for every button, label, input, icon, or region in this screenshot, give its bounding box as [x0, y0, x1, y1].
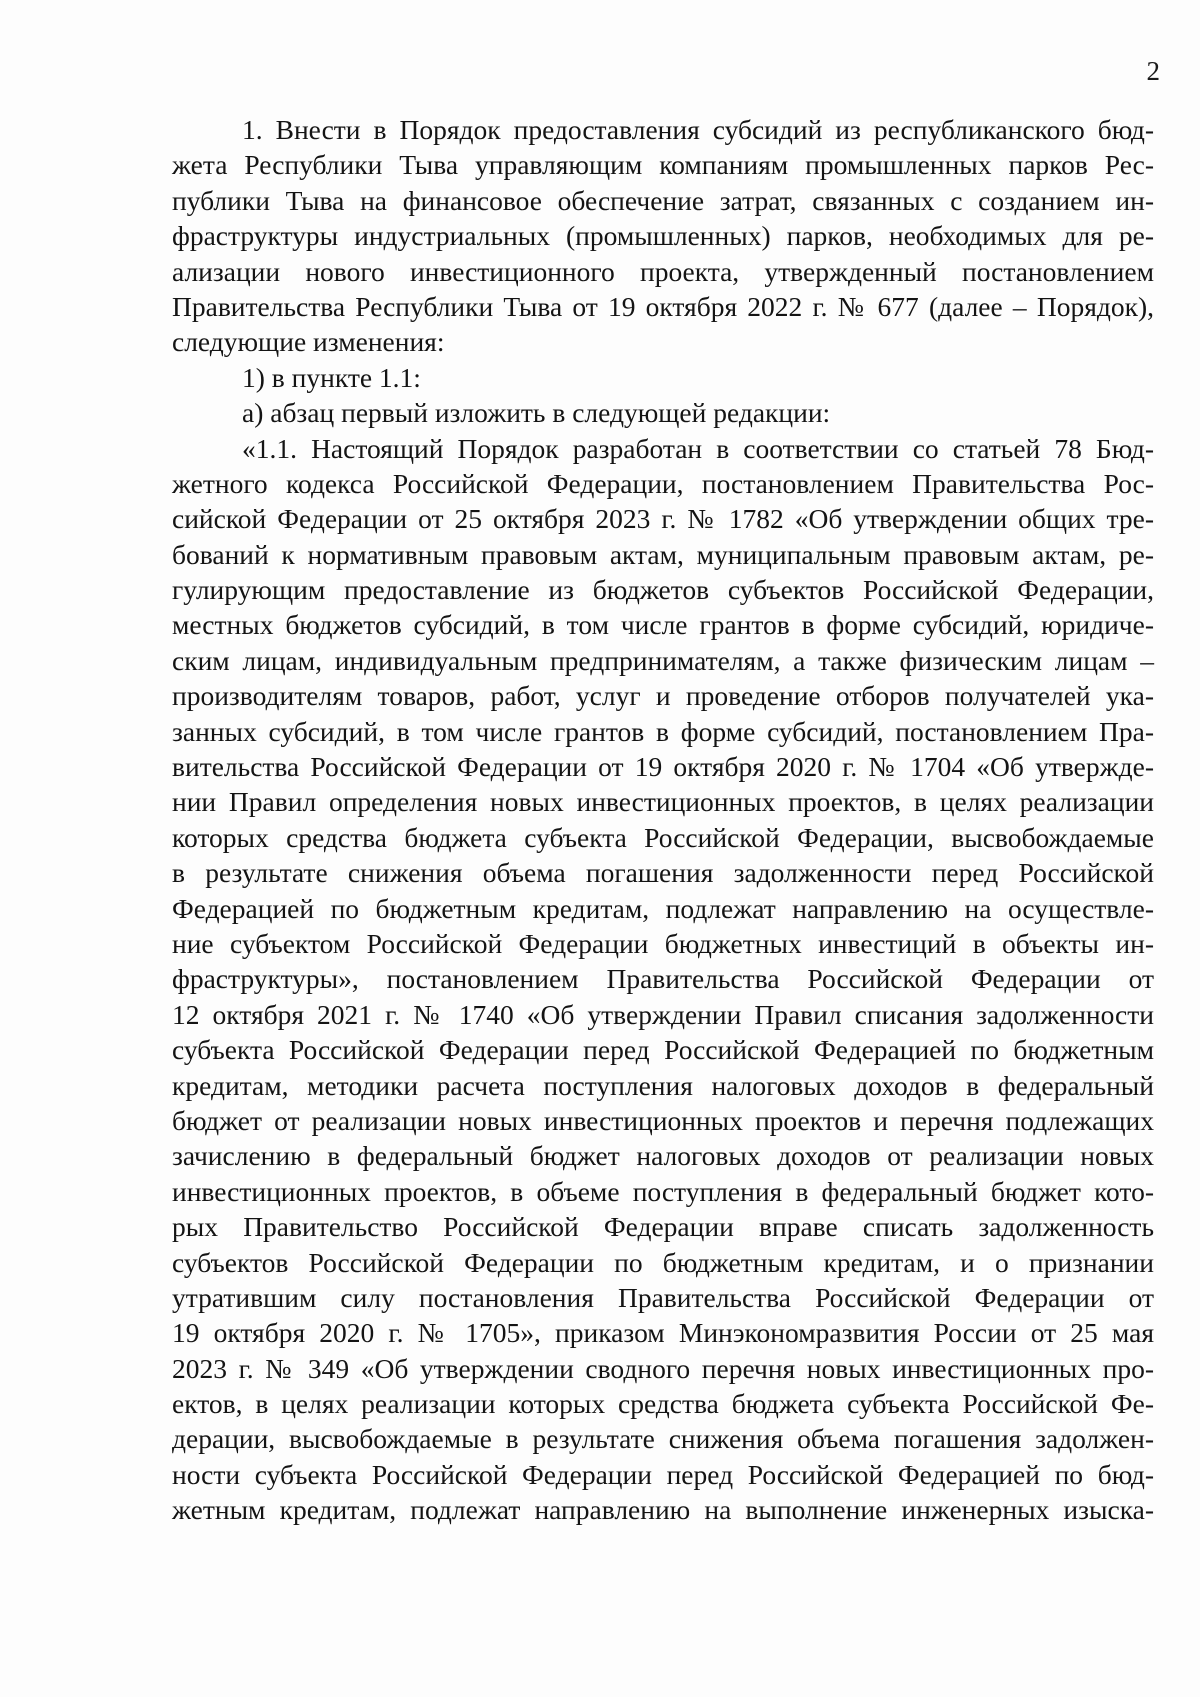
- text-line: инвестиционных проектов, в объеме поступления в федеральный бюджет кото-: [172, 1175, 1154, 1207]
- text-line: утратившим силу постановления Правительства Российской Федерации от: [172, 1281, 1154, 1313]
- text-line: рых Правительство Российской Федерации вправе списать задолженность: [172, 1211, 1154, 1243]
- text-line: жетного кодекса Российской Федерации, постановлением Правительства Рос-: [172, 467, 1154, 499]
- text-line: вительства Российской Федерации от 19 октября 2020 г. № 1704 «Об утвержде-: [172, 751, 1154, 783]
- text-line: производителям товаров, работ, услуг и проведение отборов получателей ука-: [172, 680, 1154, 712]
- text-line: Федерацией по бюджетным кредитам, подлежат направлению на осуществле-: [172, 892, 1154, 924]
- text-line: Правительства Республики Тыва от 19 октября 2022 г. № 677 (далее – Порядок),: [172, 290, 1154, 322]
- text-line: следующие изменения:: [172, 326, 445, 358]
- text-line: 12 октября 2021 г. № 1740 «Об утверждении Правил списания задолженности: [172, 998, 1154, 1030]
- text-line: дерации, высвобождаемые в результате снижения объема погашения задолжен-: [172, 1423, 1154, 1455]
- text-line: жета Республики Тыва управляющим компаниям промышленных парков Рес-: [172, 149, 1154, 181]
- text-line: ние субъектом Российской Федерации бюджетных инвестиций в объекты ин-: [172, 927, 1154, 959]
- text-line: ализации нового инвестиционного проекта, утвержденный постановлением: [172, 255, 1154, 287]
- text-line: кредитам, методики расчета поступления налоговых доходов в федеральный: [172, 1069, 1154, 1101]
- document-body: [172, 112, 1154, 1528]
- text-line: 1. Внести в Порядок предоставления субсидий из республиканского бюд-: [242, 114, 1154, 145]
- page-number: 2: [1146, 56, 1160, 86]
- text-line: 19 октября 2020 г. № 1705», приказом Минэкономразвития России от 25 мая: [172, 1317, 1154, 1349]
- text-line: которых средства бюджета субъекта Российской Федерации, высвобождаемые: [172, 821, 1154, 853]
- text-line: 2023 г. № 349 «Об утверждении сводного перечня новых инвестиционных про-: [172, 1352, 1154, 1384]
- text-line: а) абзац первый изложить в следующей редакции:: [242, 397, 831, 429]
- text-line: местных бюджетов субсидий, в том числе грантов в форме субсидий, юридиче-: [172, 609, 1154, 641]
- text-line: субъектов Российской Федерации по бюджетным кредитам, и о признании: [172, 1246, 1154, 1278]
- text-line: ским лицам, индивидуальным предпринимателям, а также физическим лицам –: [172, 644, 1154, 676]
- text-line: публики Тыва на финансовое обеспечение затрат, связанных с созданием ин-: [172, 184, 1154, 216]
- text-line: «1.1. Настоящий Порядок разработан в соответствии со статьей 78 Бюд-: [242, 432, 1154, 464]
- text-line: 1) в пункте 1.1:: [242, 361, 421, 393]
- text-line: ектов, в целях реализации которых средства бюджета субъекта Российской Фе-: [172, 1388, 1154, 1420]
- text-line: субъекта Российской Федерации перед Российской Федерацией по бюджетным: [172, 1034, 1154, 1066]
- text-line: занных субсидий, в том числе грантов в форме субсидий, постановлением Пра-: [172, 715, 1154, 747]
- text-line: бюджет от реализации новых инвестиционных проектов и перечня подлежащих: [172, 1104, 1154, 1136]
- text-line: нии Правил определения новых инвестиционных проектов, в целях реализации: [172, 786, 1154, 818]
- text-line: ности субъекта Российской Федерации перед Российской Федерацией по бюд-: [172, 1458, 1154, 1490]
- text-line: бований к нормативным правовым актам, муниципальным правовым актам, ре-: [172, 538, 1154, 570]
- text-line: фраструктуры», постановлением Правительства Российской Федерации от: [172, 963, 1154, 995]
- text-line: гулирующим предоставление из бюджетов субъектов Российской Федерации,: [172, 574, 1154, 606]
- text-line: сийской Федерации от 25 октября 2023 г. № 1782 «Об утверждении общих тре-: [172, 503, 1154, 535]
- text-line: фраструктуры индустриальных (промышленных) парков, необходимых для ре-: [172, 220, 1154, 252]
- text-line: в результате снижения объема погашения задолженности перед Российской: [172, 857, 1154, 889]
- text-line: жетным кредитам, подлежат направлению на выполнение инженерных изыска-: [172, 1494, 1154, 1526]
- text-line: зачислению в федеральный бюджет налоговых доходов от реализации новых: [172, 1140, 1154, 1172]
